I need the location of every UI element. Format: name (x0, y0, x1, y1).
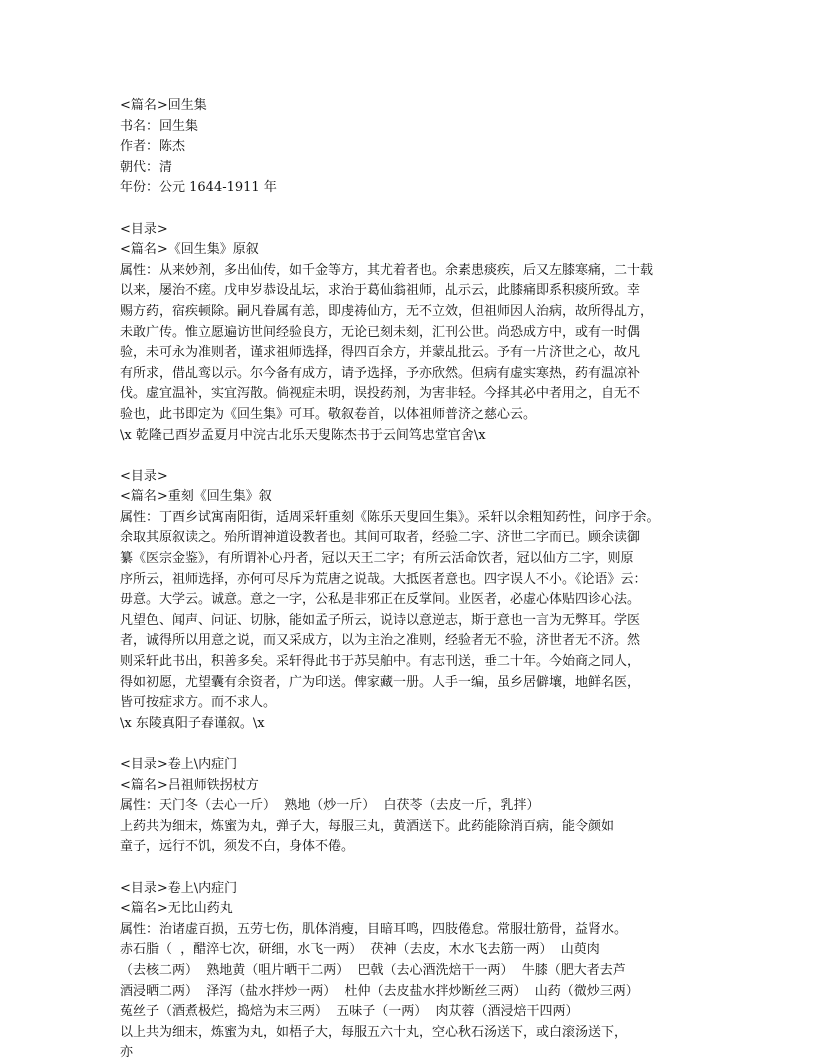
text-line: 纂《医宗金鉴》，有所谓补心丹者，冠以天王二字；有所云活命饮者，冠以仙方二字，则原 (120, 551, 634, 567)
author-line: 作者：陈杰 (120, 139, 186, 155)
toc-line: <目录> (120, 221, 168, 237)
text-line: 以上共为细末，炼蜜为丸，如梧子大，每服五六十丸，空心秋石汤送下，或白滚汤送下， (120, 1024, 628, 1040)
text-line: 则采轩此书出，积善多矣。采轩得此书于苏吴舶中。有志刊送，垂二十年。今始商之同人， (120, 654, 641, 670)
text-line: 上药共为细末，炼蜜为丸，弹子大，每服三丸，黄酒送下。此药能除消百病，能令颜如 (120, 818, 615, 834)
section-title: <篇名>无比山药丸 (120, 901, 233, 917)
toc-line: <目录>卷上\内症门 (120, 757, 238, 772)
book-name-line: 书名：回生集 (120, 118, 199, 134)
text-line: 亦 (120, 1045, 134, 1061)
text-line: 童子，远行不饥，须发不白，身体不倦。 (120, 839, 355, 855)
text-line: 以来，屡治不瘥。戊申岁恭设乩坛，求治于葛仙翁祖师，乩示云，此膝痛即系积痰所致。幸 (120, 283, 641, 299)
spacer (120, 734, 700, 755)
spacer (120, 858, 700, 879)
text-line: 毋意。大学云。诚意。意之一字，公私是非邪正在反掌间。业医者，必虚心体贴四诊心法。 (120, 592, 641, 608)
spacer (120, 446, 700, 467)
doc-title-line: <篇名>回生集 (120, 98, 207, 113)
section-title: <篇名>吕祖师铁拐杖方 (120, 777, 259, 793)
text-line: 菟丝子（酒煮极烂，捣焙为末三两） 五味子（一两） 肉苁蓉（酒浸焙干四两） (120, 1004, 579, 1020)
text-line: 得如初愿，尤望囊有余资者，广为印送。俾家藏一册。人手一编，虽乡居僻壤，地鲜名医， (120, 674, 641, 690)
text-line: 有所求，借乩鸾以示。尔今备有成方，请予选择，予亦欣然。但病有虚实寒热，药有温凉补 (120, 365, 641, 381)
year-line: 年份：公元 1644-1911 年 (120, 180, 277, 196)
text-line: 属性：丁酉乡试寓南阳街，适周采轩重刻《陈乐天叟回生集》。采轩以余粗知药性，问序于余。 (120, 509, 660, 525)
document-page (120, 96, 700, 1064)
text-line: 验也，此书即定为《回生集》可耳。敬叙卷首，以体祖师普济之慈心云。 (120, 406, 537, 422)
text-line: 未敢广传。惟立愿遍访世间经验良方，无论已刻未刻，汇刊公世。尚恐成方中，或有一时偶 (120, 324, 641, 340)
text-line: 凡望色、闻声、问证、切脉，能如孟子所云，说诗以意逆志，斯于意也一言为无弊耳。学医 (120, 612, 641, 628)
text-line: 属性：治诸虚百损，五劳七伤，肌体消瘦，目暗耳鸣，四肢倦怠。常服壮筋骨，益肾水。 (120, 921, 628, 937)
section-title: <篇名>《回生集》原叙 (120, 242, 259, 258)
text-line: 序所云，祖师选择，亦何可尽斥为荒唐之说哉。大抵医者意也。四字误人不小。《论语》云： (120, 571, 647, 587)
text-line: 皆可按症求方。而不求人。 (120, 695, 277, 711)
signature-line: \x 东陵真阳子春谨叙。\x (120, 715, 265, 731)
section-title: <篇名>重刻《回生集》叙 (120, 489, 272, 505)
dynasty-line: 朝代：清 (120, 159, 173, 175)
text-line: 伐。虚宜温补，实宜泻散。倘视症未明，误投药剂，为害非轻。今择其必中者用之，自无不 (120, 386, 641, 402)
text-line: 赤石脂（ ，醋淬七次，研细，水飞一两） 茯神（去皮，木水飞去筋一两） 山萸肉 (120, 942, 600, 958)
text-line: 属性：从来妙剂，多出仙传，如千金等方，其尤着者也。余素患痰疾，后又左膝寒痛，二十载 (120, 262, 654, 278)
text-line: 赐方药，宿疾顿除。嗣凡眷属有恙，即虔祷仙方，无不立效，但祖师因人治病，故所得乩方， (120, 303, 654, 319)
signature-line: \x 乾隆己酉岁孟夏月中浣古北乐天叟陈杰书于云间笃忠堂官舍\x (120, 427, 486, 443)
toc-line: <目录>卷上\内症门 (120, 880, 238, 896)
text-line: 验，未可永为准则者，谨求祖师选择，得四百余方，并蒙乩批云。予有一片济世之心，故凡 (120, 345, 641, 361)
text-line: （去核二两） 熟地黄（咀片晒干二两） 巴戟（去心酒洗焙干一两） 牛膝（肥大者去芦 (120, 962, 626, 978)
text-line: 酒浸晒二两） 泽泻（盐水拌炒一两） 杜仲（去皮盐水拌炒断丝三两） 山药（微炒三两） (120, 983, 639, 999)
text-line: 者，诚得所以用意之说，而又采成方，以为主治之准则，经验者无不验，济世者无不济。然 (120, 633, 641, 649)
toc-line: <目录> (120, 468, 168, 484)
text-line: 属性：天门冬（去心一斤） 熟地（炒一斤） 白茯苓（去皮一斤，乳拌） (120, 798, 540, 814)
text-line: 余取其原叙读之。殆所谓神道设教者也。其间可取者，经验二字、济世二字而已。顾余读御 (120, 530, 641, 546)
spacer (120, 199, 700, 220)
